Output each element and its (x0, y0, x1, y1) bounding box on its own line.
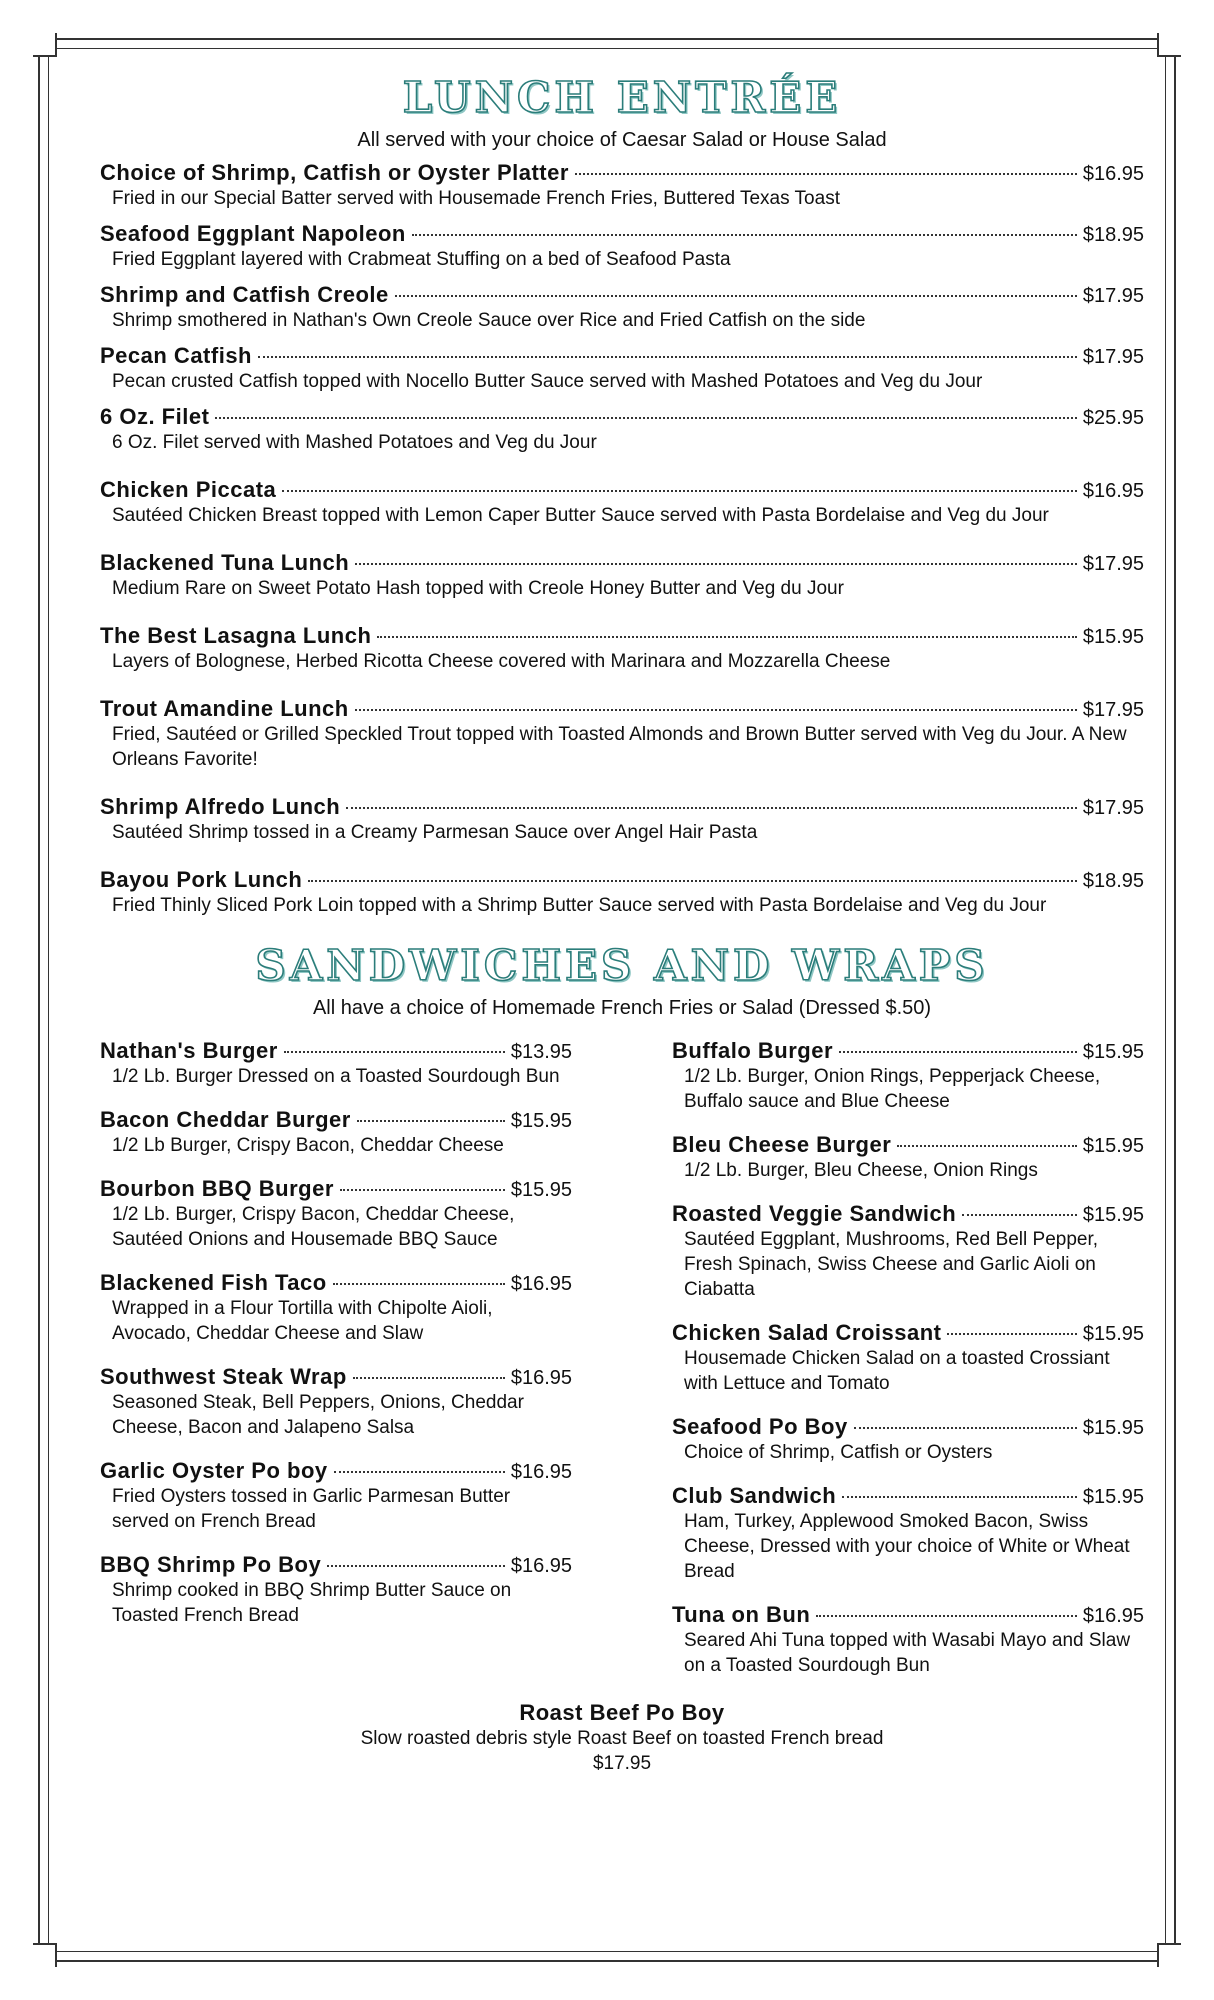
menu-item-row (100, 623, 1144, 649)
dot-leader (947, 1333, 1076, 1335)
menu-item-row (100, 1270, 572, 1296)
menu-item (100, 221, 1144, 272)
menu-item (672, 1132, 1144, 1183)
menu-item-row (100, 1038, 572, 1064)
menu-item-name: Shrimp Alfredo Lunch (100, 794, 341, 819)
menu-item-name: Blackened Fish Taco (100, 1270, 327, 1295)
menu-item-price: $17.95 (1082, 285, 1144, 307)
menu-item-price: $16.95 (1082, 480, 1144, 502)
menu-item (100, 1552, 572, 1628)
menu-item-price: $25.95 (1082, 407, 1144, 429)
menu-item-name: Seafood Po Boy (672, 1414, 848, 1439)
menu-item-row (100, 477, 1144, 503)
menu-item-row (100, 343, 1144, 369)
menu-item-description: 6 Oz. Filet served with Mashed Potatoes and Veg du Jour (112, 432, 597, 453)
menu-item-description: Layers of Bolognese, Herbed Ricotta Cheese covered with Marinara and Mozzarella Cheese (112, 651, 891, 672)
menu-item-price: $15.95 (1082, 1417, 1144, 1439)
menu-item-description: Sautéed Shrimp tossed in a Creamy Parmesan Sauce over Angel Hair Pasta (112, 822, 758, 843)
dot-leader (346, 807, 1077, 809)
menu-item-price: $16.95 (1082, 163, 1144, 185)
menu-item-row (100, 696, 1144, 722)
menu-item-name: BBQ Shrimp Po Boy (100, 1552, 322, 1577)
menu-item-description: Housemade Chicken Salad on a toasted Crossiant with Lettuce and Tomato (684, 1348, 1110, 1394)
menu-item (100, 1038, 572, 1089)
dot-leader (355, 709, 1077, 711)
menu-item-row (672, 1483, 1144, 1509)
dot-leader (816, 1615, 1077, 1617)
menu-item-price: $15.95 (510, 1179, 572, 1201)
menu-item-price: $15.95 (510, 1110, 572, 1132)
dot-leader (839, 1051, 1077, 1053)
special-item (100, 1700, 1144, 1776)
menu-item-price: $15.95 (1082, 1135, 1144, 1157)
menu-item-description: Sautéed Chicken Breast topped with Lemon Caper Butter Sauce served with Pasta Bordelaise and Veg du Jour (112, 505, 1049, 526)
menu-item-name: Choice of Shrimp, Catfish or Oyster Platter (100, 160, 569, 185)
menu-item-description: Medium Rare on Sweet Potato Hash topped with Creole Honey Butter and Veg du Jour (112, 578, 844, 599)
menu-item-description: Fried Thinly Sliced Pork Loin topped with a Shrimp Butter Sauce served with Pasta Bordelaise and Veg du Jour (112, 895, 1047, 916)
menu-item-row (100, 1458, 572, 1484)
menu-item-description: Seasoned Steak, Bell Peppers, Onions, Cheddar Cheese, Bacon and Jalapeno Salsa (112, 1392, 524, 1438)
menu-item (100, 1364, 572, 1440)
menu-item (100, 404, 1144, 455)
menu-item-price: $16.95 (510, 1273, 572, 1295)
menu-item-price: $15.95 (1082, 1323, 1144, 1345)
menu-item-row (672, 1201, 1144, 1227)
lunch-list (100, 160, 1144, 918)
special-item-price: $17.95 (592, 1753, 652, 1774)
menu-item-row (100, 1552, 572, 1578)
menu-item-price: $16.95 (510, 1461, 572, 1483)
menu-item-name: Chicken Salad Croissant (672, 1320, 942, 1345)
menu-item (100, 1176, 572, 1252)
menu-item (100, 282, 1144, 333)
menu-item-name: Tuna on Bun (672, 1602, 811, 1627)
menu-item-description: Seared Ahi Tuna topped with Wasabi Mayo and Slaw on a Toasted Sourdough Bun (684, 1630, 1131, 1676)
menu-item-price: $17.95 (1082, 346, 1144, 368)
sandwiches-subtitle: All have a choice of Homemade French Fries or Salad (Dressed $.50) (312, 997, 932, 1019)
corner-ornament (33, 1943, 57, 1967)
dot-leader (353, 1377, 505, 1379)
menu-item (100, 1107, 572, 1158)
menu-item-name: Blackened Tuna Lunch (100, 550, 350, 575)
dot-leader (308, 880, 1076, 882)
corner-ornament (1157, 33, 1181, 57)
menu-item-name: Seafood Eggplant Napoleon (100, 221, 406, 246)
menu-item (100, 477, 1144, 528)
menu-item-description: Ham, Turkey, Applewood Smoked Bacon, Swiss Cheese, Dressed with your choice of White or Wheat Bread (684, 1511, 1130, 1582)
menu-item-name: Bleu Cheese Burger (672, 1132, 892, 1157)
menu-item-row (100, 160, 1144, 186)
menu-item (100, 1458, 572, 1534)
dot-leader (333, 1283, 505, 1285)
lunch-heading: LUNCH ENTRÉE (402, 73, 842, 122)
menu-item-price: $15.95 (1082, 1486, 1144, 1508)
menu-item-row (100, 1364, 572, 1390)
menu-item (100, 343, 1144, 394)
menu-item-price: $17.95 (1082, 699, 1144, 721)
lunch-subtitle: All served with your choice of Caesar Salad or House Salad (357, 129, 887, 151)
dot-leader (282, 490, 1077, 492)
menu-item-name: Trout Amandine Lunch (100, 696, 349, 721)
menu-item-description: 1/2 Lb. Burger Dressed on a Toasted Sourdough Bun (112, 1066, 560, 1087)
menu-item (672, 1483, 1144, 1584)
menu-item-description: Fried Oysters tossed in Garlic Parmesan Butter served on French Bread (112, 1486, 511, 1532)
menu-item-row (672, 1320, 1144, 1346)
menu-item-name: Pecan Catfish (100, 343, 252, 368)
menu-item (672, 1414, 1144, 1465)
dot-leader (962, 1214, 1077, 1216)
menu-item-price: $16.95 (510, 1367, 572, 1389)
menu-item-name: Nathan's Burger (100, 1038, 278, 1063)
menu-item-description: 1/2 Lb. Burger, Bleu Cheese, Onion Rings (684, 1160, 1038, 1181)
menu-content (100, 72, 1144, 1776)
menu-item-price: $16.95 (510, 1555, 572, 1577)
dot-leader (284, 1051, 505, 1053)
menu-item-description: Shrimp smothered in Nathan's Own Creole Sauce over Rice and Fried Catfish on the side (112, 310, 866, 331)
dot-leader (355, 563, 1077, 565)
menu-item-description: Fried Eggplant layered with Crabmeat Stuffing on a bed of Seafood Pasta (112, 249, 731, 270)
menu-item-row (100, 794, 1144, 820)
menu-item-price: $15.95 (1082, 1204, 1144, 1226)
menu-item-name: Bacon Cheddar Burger (100, 1107, 351, 1132)
menu-item-price: $17.95 (1082, 553, 1144, 575)
menu-item-name: Bourbon BBQ Burger (100, 1176, 334, 1201)
menu-item-name: Bayou Pork Lunch (100, 867, 303, 892)
menu-item-price: $15.95 (1082, 626, 1144, 648)
menu-item (100, 1270, 572, 1346)
dot-leader (395, 295, 1077, 297)
menu-item-description: Fried in our Special Batter served with Housemade French Fries, Buttered Texas Toast (112, 188, 840, 209)
menu-item-row (100, 550, 1144, 576)
menu-item-name: Chicken Piccata (100, 477, 277, 502)
sandwiches-heading: SANDWICHES AND WRAPS (255, 941, 989, 990)
menu-item-row (672, 1602, 1144, 1628)
menu-item-row (672, 1132, 1144, 1158)
menu-item (100, 867, 1144, 918)
menu-item (672, 1602, 1144, 1678)
dot-leader (340, 1189, 505, 1191)
menu-item-row (100, 282, 1144, 308)
menu-item-name: 6 Oz. Filet (100, 404, 210, 429)
dot-leader (357, 1120, 505, 1122)
corner-ornament (1157, 1943, 1181, 1967)
menu-item-name: Shrimp and Catfish Creole (100, 282, 389, 307)
menu-item (100, 550, 1144, 601)
menu-item (100, 794, 1144, 845)
menu-item-price: $18.95 (1082, 224, 1144, 246)
dot-leader (215, 417, 1076, 419)
dot-leader (334, 1471, 505, 1473)
dot-leader (377, 636, 1076, 638)
menu-item-price: $18.95 (1082, 870, 1144, 892)
menu-item-price: $13.95 (510, 1041, 572, 1063)
dot-leader (575, 173, 1077, 175)
dot-leader (842, 1496, 1077, 1498)
dot-leader (854, 1427, 1077, 1429)
dot-leader (412, 234, 1077, 236)
menu-item-price: $15.95 (1082, 1041, 1144, 1063)
menu-item-name: Club Sandwich (672, 1483, 837, 1508)
menu-item-description: Pecan crusted Catfish topped with Nocello Butter Sauce served with Mashed Potatoes and Veg du Jour (112, 371, 983, 392)
menu-item-name: Southwest Steak Wrap (100, 1364, 347, 1389)
menu-item-name: Buffalo Burger (672, 1038, 833, 1063)
menu-item (672, 1038, 1144, 1114)
menu-item-row (100, 404, 1144, 430)
corner-ornament (33, 33, 57, 57)
sandwich-column-left (100, 1038, 572, 1696)
menu-item-row (100, 1107, 572, 1133)
menu-item-description: 1/2 Lb Burger, Crispy Bacon, Cheddar Cheese (112, 1135, 504, 1156)
dot-leader (258, 356, 1077, 358)
menu-item-name: Roasted Veggie Sandwich (672, 1201, 957, 1226)
menu-item-row (672, 1038, 1144, 1064)
menu-item-description: Sautéed Eggplant, Mushrooms, Red Bell Pepper, Fresh Spinach, Swiss Cheese and Garlic Aioli on Ciabatta (684, 1229, 1099, 1300)
menu-item-price: $16.95 (1082, 1605, 1144, 1627)
menu-item-description: Shrimp cooked in BBQ Shrimp Butter Sauce on Toasted French Bread (112, 1580, 512, 1626)
menu-item (100, 696, 1144, 772)
menu-item-description: 1/2 Lb. Burger, Onion Rings, Pepperjack Cheese, Buffalo sauce and Blue Cheese (684, 1066, 1101, 1112)
menu-item-name: Garlic Oyster Po boy (100, 1458, 328, 1483)
menu-item-description: Wrapped in a Flour Tortilla with Chipolte Aioli, Avocado, Cheddar Cheese and Slaw (112, 1298, 493, 1344)
menu-item-row (100, 221, 1144, 247)
dot-leader (327, 1565, 505, 1567)
menu-item-price: $17.95 (1082, 797, 1144, 819)
menu-item-row (100, 1176, 572, 1202)
menu-item-description: Fried, Sautéed or Grilled Speckled Trout topped with Toasted Almonds and Brown Butter served with Veg du Jour. A New Orleans Favorite! (112, 724, 1127, 770)
menu-item (672, 1320, 1144, 1396)
sandwich-column-right (672, 1038, 1144, 1696)
dot-leader (897, 1145, 1077, 1147)
menu-item-row (672, 1414, 1144, 1440)
menu-item (100, 623, 1144, 674)
menu-item (100, 160, 1144, 211)
menu-item-name: The Best Lasagna Lunch (100, 623, 372, 648)
menu-item-row (100, 867, 1144, 893)
sandwich-columns (100, 1038, 1144, 1696)
menu-item (672, 1201, 1144, 1302)
menu-item-description: Choice of Shrimp, Catfish or Oysters (684, 1442, 993, 1463)
special-item-description: Slow roasted debris style Roast Beef on toasted French bread (360, 1728, 884, 1749)
special-item-name: Roast Beef Po Boy (519, 1700, 725, 1725)
menu-item-description: 1/2 Lb. Burger, Crispy Bacon, Cheddar Cheese, Sautéed Onions and Housemade BBQ Sauce (112, 1204, 515, 1250)
